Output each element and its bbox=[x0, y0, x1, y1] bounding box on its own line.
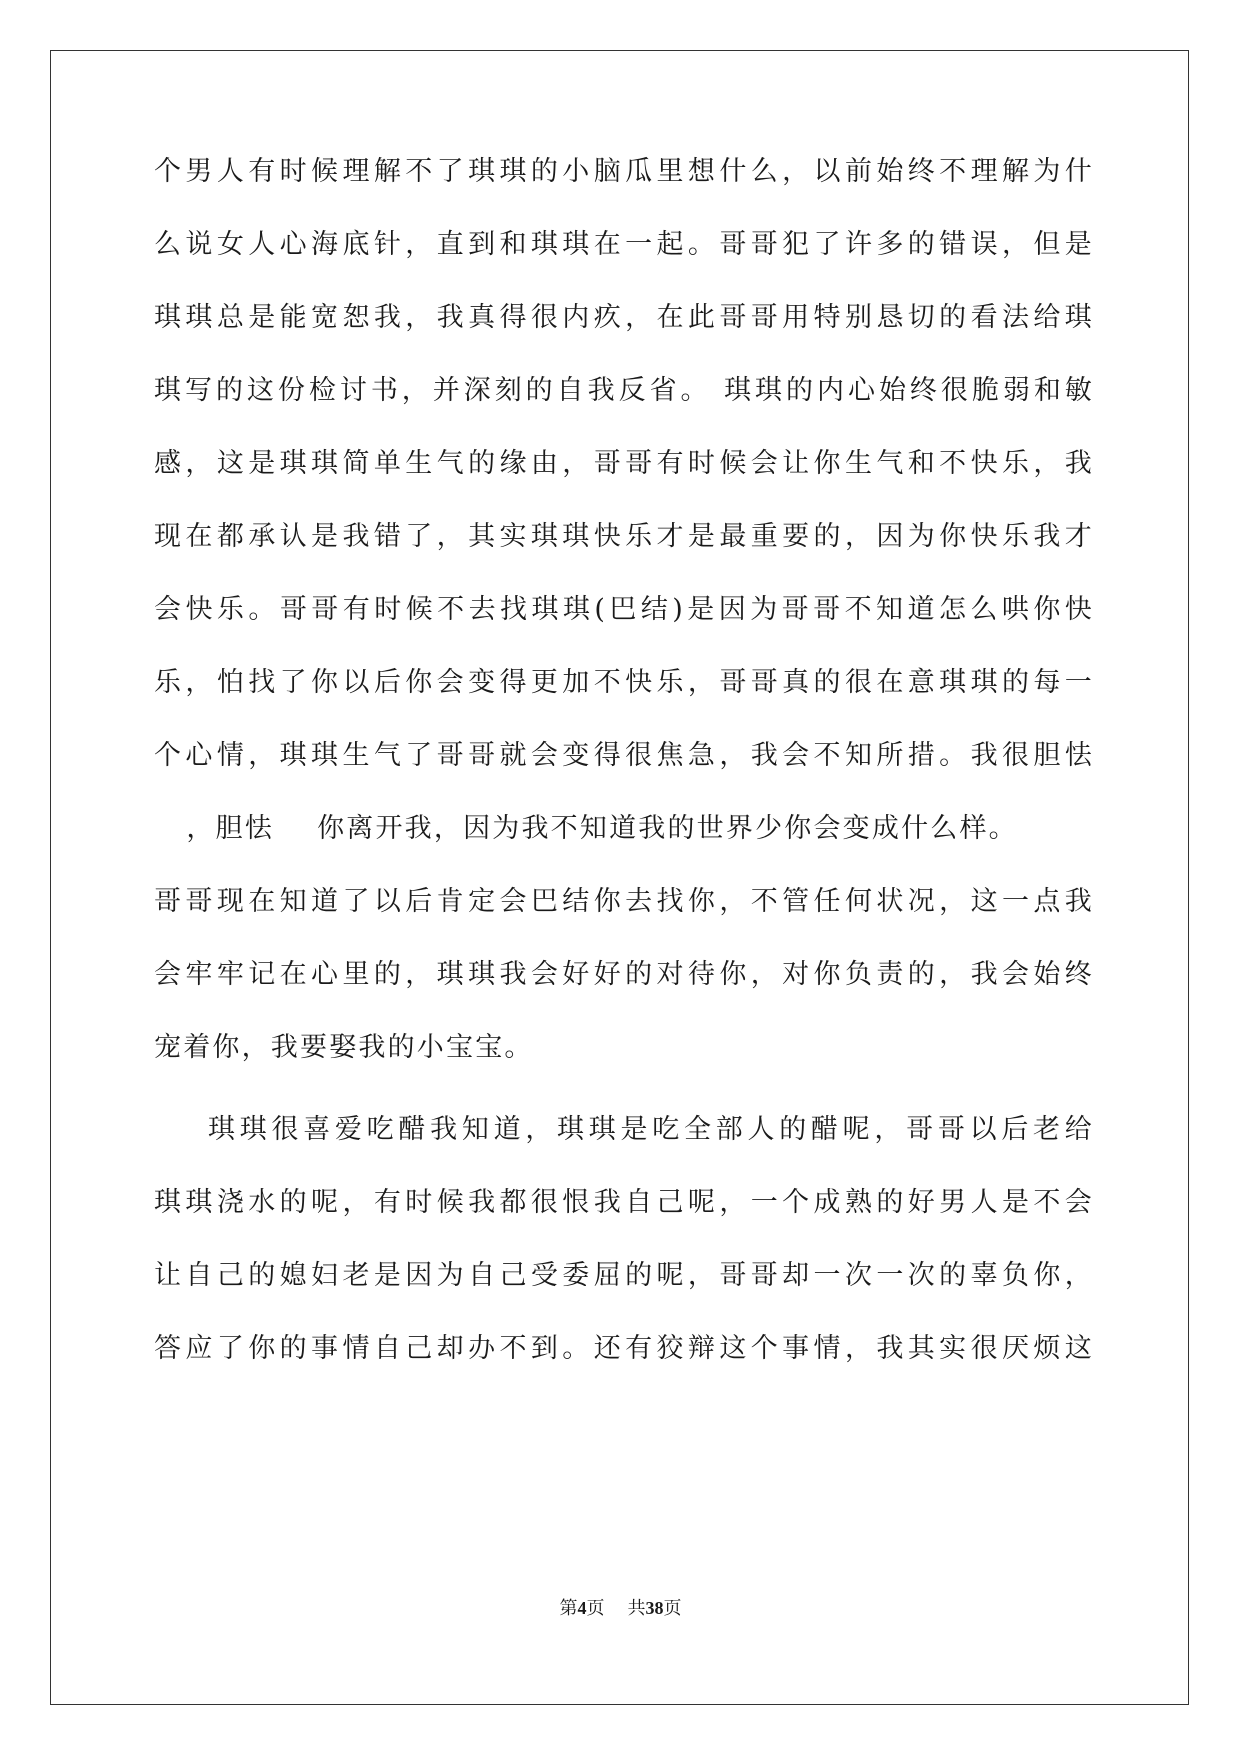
text-line: 哥哥现在知道了以后肯定会巴结你去找你，不管任何状况，这一点我 bbox=[154, 886, 1094, 917]
text-line: 会快乐。哥哥有时候不去找琪琪(巴结)是因为哥哥不知道怎么哄你快 bbox=[154, 594, 1094, 625]
page-suffix: 页 bbox=[586, 1598, 605, 1619]
page-footer bbox=[0, 1596, 1241, 1621]
paragraph-first-line: 琪琪很喜爱吃醋我知道，琪琪是吃全部人的醋呢，哥哥以后老给 bbox=[208, 1114, 1094, 1145]
text-line: 琪琪总是能宽恕我，我真得很内疚，在此哥哥用特别恳切的看法给琪 bbox=[154, 302, 1094, 333]
page-number: 4 bbox=[577, 1598, 587, 1618]
text-line: 琪写的这份检讨书，并深刻的自我反省。 琪琪的内心始终很脆弱和敏 bbox=[154, 375, 1094, 406]
total-prefix: 共 bbox=[627, 1598, 646, 1619]
text-line: 乐，怕找了你以后你会变得更加不快乐，哥哥真的很在意琪琪的每一 bbox=[154, 667, 1094, 698]
total-suffix: 页 bbox=[663, 1598, 682, 1619]
text-line: 琪琪浇水的呢，有时候我都很恨我自己呢，一个成熟的好男人是不会 bbox=[154, 1187, 1094, 1218]
text-line: 现在都承认是我错了，其实琪琪快乐才是最重要的，因为你快乐我才 bbox=[154, 521, 1094, 552]
text-line: 答应了你的事情自己却办不到。还有狡辩这个事情，我其实很厌烦这 bbox=[154, 1333, 1094, 1364]
text-line: 么说女人心海底针，直到和琪琪在一起。哥哥犯了许多的错误，但是 bbox=[154, 229, 1094, 260]
text-line: 宠着你，我要娶我的小宝宝。 bbox=[154, 1032, 534, 1063]
page-border bbox=[50, 50, 1189, 1705]
text-line: 让自己的媳妇老是因为自己受委屈的呢，哥哥却一次一次的辜负你， bbox=[154, 1260, 1094, 1291]
text-line: 个男人有时候理解不了琪琪的小脑瓜里想什么，以前始终不理解为什 bbox=[154, 156, 1094, 187]
page-prefix: 第 bbox=[559, 1598, 578, 1619]
text-line: ，胆怯 你离开我，因为我不知道我的世界少你会变成什么样。 bbox=[154, 813, 1018, 844]
text-line: 会牢牢记在心里的，琪琪我会好好的对待你，对你负责的，我会始终 bbox=[154, 959, 1094, 990]
text-line: 感，这是琪琪简单生气的缘由，哥哥有时候会让你生气和不快乐，我 bbox=[154, 448, 1094, 479]
total-pages: 38 bbox=[645, 1598, 664, 1618]
text-line: 个心情，琪琪生气了哥哥就会变得很焦急，我会不知所措。我很胆怯 bbox=[154, 740, 1094, 771]
